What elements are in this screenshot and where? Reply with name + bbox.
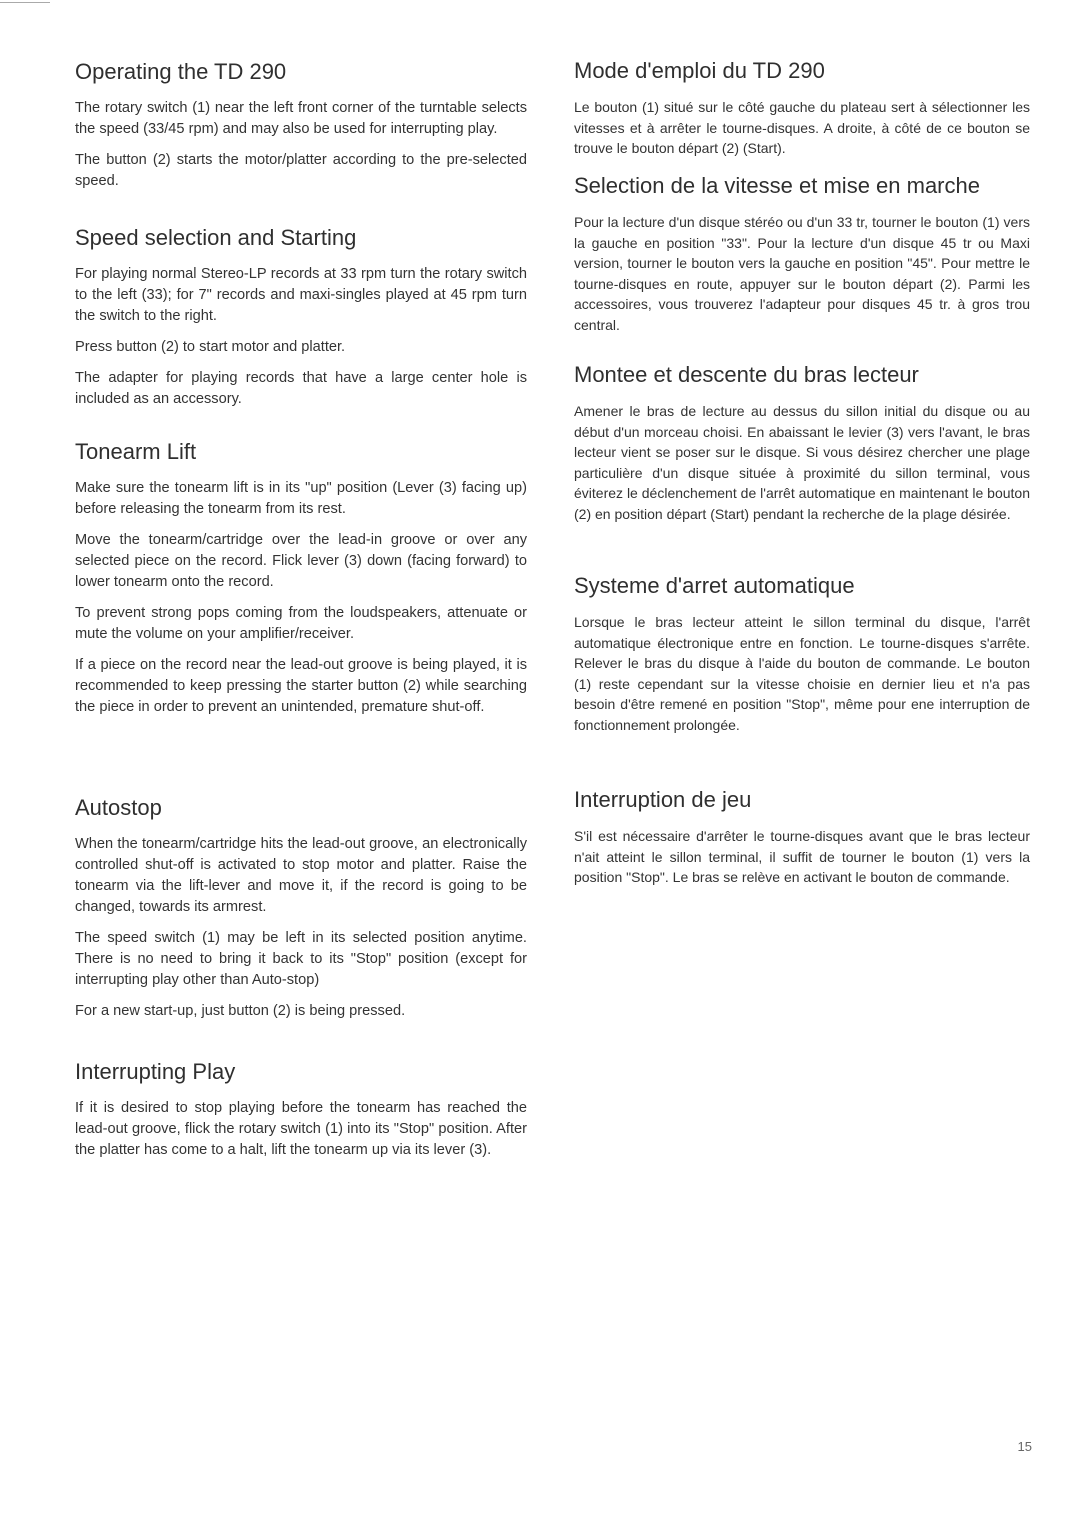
paragraph: Lorsque le bras lecteur atteint le sillon terminal du disque, l'arrêt automatique électronique entre en fonction. Le tourne-disques s'arrête. Relever le bras du disque à l'aide du bouton de commande. Le bouton (1) reste cependant sur la vitesse choisie en dernier lieu et n'a pas besoin d'être remené en position "Stop", même pour ene interruption de fonctionnement prolongée. [574, 614, 1030, 733]
paragraph: The adapter for playing records that have a large center hole is included as an accessory. [75, 370, 527, 407]
section-heading: Interrupting Play [75, 1059, 236, 1084]
section-heading: Mode d'emploi du TD 290 [574, 58, 825, 83]
paragraph: The rotary switch (1) near the left front corner of the turntable selects the speed (33/45 rpm) and may also be used for interrupting play. [75, 100, 527, 137]
paragraph: S'il est nécessaire d'arrêter le tourne-disques avant que le bras lecteur n'ait atteint le sillon terminal, il suffit de tourner le bouton (1) vers la position "Stop". Le bras se relève en activant le bouton de commande. [574, 828, 1030, 885]
paragraph: If a piece on the record near the lead-out groove is being played, it is recommended to keep pressing the starter button (2) while searching the piece in order to prevent an unintended, premature shut-off. [75, 657, 527, 715]
section-heading: Systeme d'arret automatique [574, 573, 855, 598]
section-heading: Speed selection and Starting [75, 225, 357, 250]
section-heading: Montee et descente du bras lecteur [574, 362, 919, 387]
section-tonearm-lift [75, 438, 527, 728]
paragraph: When the tonearm/cartridge hits the lead-out groove, an electronically controlled shut-off is activated to stop motor and platter. Raise the tonearm via the lift-lever and move it, if the record is going to be changed, towards its armrest. [75, 836, 527, 915]
paragraph: Le bouton (1) situé sur le côté gauche du plateau sert à sélectionner les vitesses et à arrêter le tourne-disques. A droite, à côté de ce bouton se trouve le bouton départ (2) (Start). [574, 99, 1030, 156]
section-selection-vitesse [574, 172, 1030, 345]
section-interruption-jeu [574, 786, 1030, 898]
section-montee-descente [574, 361, 1030, 534]
section-mode-emploi [574, 57, 1030, 169]
section-heading: Selection de la vitesse et mise en marche [574, 173, 980, 198]
paragraph: The button (2) starts the motor/platter according to the pre-selected speed. [75, 152, 527, 189]
paragraph: Pour la lecture d'un disque stéréo ou d'un 33 tr, tourner le bouton (1) vers la gauche en position "33". Pour la lecture d'un disque 45 tr ou Maxi version, tourner le bouton vers la gauche en position "45". Pour mettre le tourne-disques en route, appuyer sur le bouton départ (2). Parmi les accessoires, vous trouverez l'adapteur pour disques 45 tr. à gros trou central. [574, 214, 1030, 333]
section-autostop [75, 794, 527, 1032]
section-operating [75, 58, 527, 202]
paragraph: For playing normal Stereo-LP records at 33 rpm turn the rotary switch to the left (33); for 7" records and maxi-singles played at 45 rpm turn the switch to the right. [75, 266, 527, 324]
section-heading: Interruption de jeu [574, 787, 752, 812]
paragraph: Move the tonearm/cartridge over the lead-in groove or over any selected piece on the record. Flick lever (3) down (facing forward) to lower tonearm onto the record. [75, 532, 527, 590]
section-heading: Operating the TD 290 [75, 59, 287, 84]
paragraph: Press button (2) to start motor and platter. [75, 339, 346, 355]
section-interrupting-play [75, 1058, 527, 1171]
paragraph: To prevent strong pops coming from the loudspeakers, attenuate or mute the volume on your amplifier/receiver. [75, 605, 527, 642]
section-heading: Autostop [75, 795, 162, 820]
paragraph: The speed switch (1) may be left in its selected position anytime. There is no need to bring it back to its "Stop" position (except for interrupting play other than Auto-stop) [75, 930, 527, 988]
section-heading: Tonearm Lift [75, 439, 197, 464]
paragraph: For a new start-up, just button (2) is being pressed. [75, 1003, 406, 1019]
top-edge-mark [0, 2, 50, 3]
section-speed-selection [75, 224, 527, 420]
paragraph: If it is desired to stop playing before the tonearm has reached the lead-out groove, flick the rotary switch (1) into its "Stop" position. After the platter has come to a halt, lift the tonearm up via its lever (3). [75, 1100, 527, 1158]
paragraph: Make sure the tonearm lift is in its "up" position (Lever (3) facing up) before releasing the tonearm from its rest. [75, 480, 527, 517]
page-number: 15 [1017, 1439, 1032, 1454]
section-arret-automatique [574, 572, 1030, 745]
paragraph: Amener le bras de lecture au dessus du sillon initial du disque ou au début d'un morceau choisi. En abaissant le levier (3) vers l'avant, le bras lecteur vient se poser sur le disque. Si vous désirez chercher une plage particulière d'un disque située à proximité du sillon terminal, vous éviterez le déclenchement de l'arrêt automatique en maintenant le bouton (2) en position départ (Start) pendant la recherche de la plage désirée. [574, 403, 1030, 522]
